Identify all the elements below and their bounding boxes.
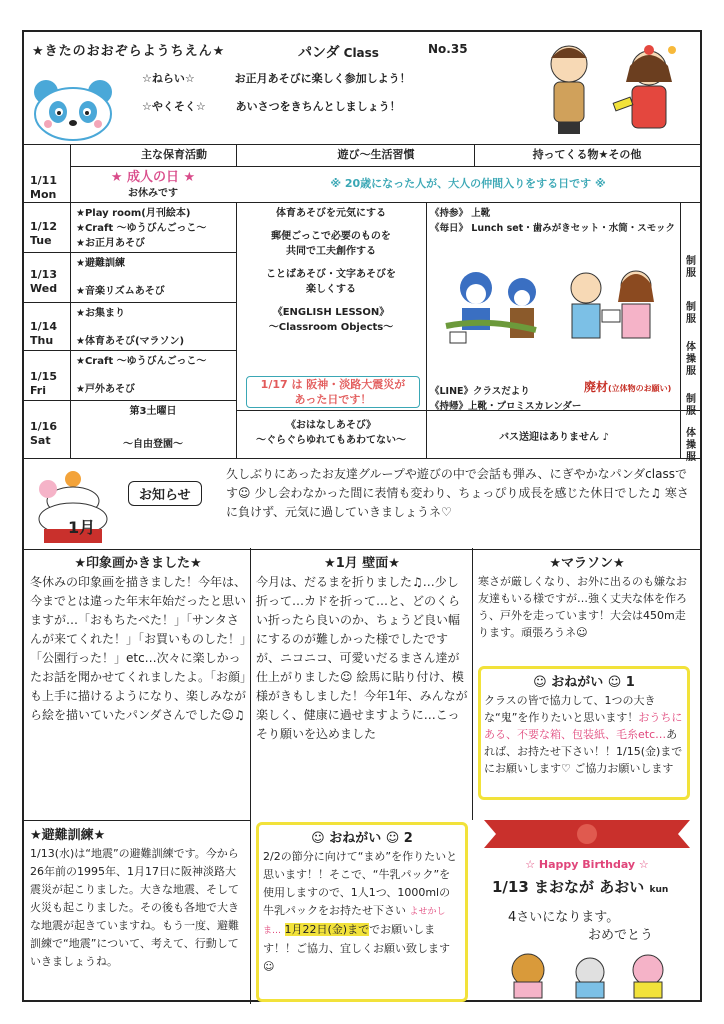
panda-icon (28, 76, 118, 142)
day-thu: 1/14 Thu (30, 320, 57, 347)
aim-text: お正月あそびに楽しく参加しよう！ (234, 72, 411, 85)
ribbon-icon (478, 814, 696, 854)
inga-title: ★印象画かきました★ (74, 556, 202, 571)
uniform-wed: 制服 (686, 302, 696, 325)
column-header-activities: 主な保育活動 (70, 144, 278, 167)
hinan-box (30, 824, 246, 971)
divider (24, 820, 250, 821)
divider (236, 202, 237, 458)
notice-label: お知らせ (128, 481, 202, 506)
class-word: Class (343, 46, 379, 60)
bring-fri: 《LINE》クラスだより 《持帰》上靴・プロミスカレンダー (430, 386, 582, 412)
marathon-text: 寒さが厳しくなり、お外に出るのも嫌なお友達もいる様ですが…強く丈夫な体を作ろう、戸外を走っています！大会は450m走ります。頑張ろうネ☺ (478, 575, 687, 639)
day-tue: 1/12 Tue (30, 220, 57, 247)
birthday-animals-illustration (498, 948, 678, 1000)
class-name (298, 42, 379, 62)
onegai2-box (256, 822, 468, 1002)
holiday-banner: ※ 20歳になった人が、大人の仲間入りをする日です ※ (330, 177, 606, 190)
hekimen-box (256, 552, 468, 744)
holiday-sub: お休みです (128, 188, 178, 199)
play-column: 体育あそびを元気にする 郵便ごっこで必要のものを 共同で工夫創作する ことばあそび・文字あそびを 楽しくする 《ENGLISH LESSON》 ～Classroom Objects～ (266, 208, 396, 333)
notice-section (24, 458, 700, 550)
divider (250, 548, 251, 1004)
divider (680, 202, 681, 458)
marathon-box (478, 552, 696, 641)
divider (24, 252, 236, 253)
divider (426, 202, 427, 458)
schedule-table (24, 144, 700, 463)
school-name: ★きたのおおぞらようちえん★ (32, 44, 226, 59)
day-fri: 1/15 Fri (30, 370, 57, 397)
uniform-thu: 体操服 (686, 342, 696, 377)
uniform-fri: 制服 (686, 394, 696, 417)
divider (24, 202, 700, 203)
issue-number: No.35 (428, 42, 468, 56)
bring-list: 《持参》 上靴 《毎日》 Lunch set・歯みがきセット・水筒・スモック (430, 208, 675, 234)
activities-sat: 第3土曜日 ～自由登園～ (123, 406, 183, 450)
activities-thu: ★お集まり ★体育あそび(マラソン) (76, 308, 185, 347)
activities-wed: ★避難訓練 ★音楽リズムあそび (76, 258, 165, 297)
birthday-box (478, 814, 696, 1000)
birthday-name: 1/13 まおなが あおい kun (492, 878, 669, 896)
hekimen-text: 今月は、だるまを折りました♫…少し折って…カドを折って…と、どのくらい折ったら良いのか、ちょうど良い幅にするのが難しかった様でしたですが、ニコニコ、可愛いだるまさん達が仕上がりました☺ 絵馬に貼り付け、模様がきもしました！今年1年、みんなが楽しく、健康に過せますように…こっそり願いを込めました (256, 575, 468, 741)
aim-line (142, 70, 411, 86)
quake-note: 1/17 は 阪神・淡路大震災が あった日です！ (246, 376, 420, 408)
activities-tue: ★Play room(月刊絵本) ★Craft ～ゆうびんごっこ～ ★お正月あそび (76, 208, 207, 249)
birthday-title: ☆ Happy Birthday ☆ (525, 858, 649, 871)
divider (236, 144, 237, 166)
header (24, 32, 700, 145)
hekimen-title: ★1月 壁面★ (324, 556, 400, 571)
inga-text: 冬休みの印象画を描きました！今年は、今までとは違った年末年始だったと思いますが…「おもちたべた！」「サンタさんが来てくれた！」「お買いものした！」「公園行った！」etc…次々に楽しかったお話を聞かせてくれましたよ。「お顔」も上手に描けるようになり、楽しみながら絵を描いていたパンダさんでした☺♫ (30, 575, 247, 722)
holiday-title: ★ 成人の日 ★ (110, 170, 196, 185)
bring-fri-hand: 廃材(立体物のお願い) (584, 380, 672, 394)
notice-text: 久しぶりにあったお友達グループや遊びの中で会話も弾み、にぎやかなパンダclassです☺ 少し会わなかった間に表情も変わり、ちょっぴり成長を感じた休日でした♫ 寒さに負けず、元気に過していきましょうネ♡ (226, 467, 689, 519)
column-header-play: 遊び～生活習慣 (278, 144, 474, 167)
hinan-title: ★避難訓練★ (30, 828, 106, 843)
divider (474, 144, 475, 166)
newsletter-page (22, 30, 702, 1002)
day-wed: 1/13 Wed (30, 268, 58, 295)
divider (70, 144, 71, 458)
onegai2-body: 2/2の節分に向けて“まめ”を作りたいと思います！！そこで、“牛乳パック”を使用しますので、1人1つ、1000mlの牛乳パックをお持たせ下さい よせかしま… 1月22日(金)まででお願いします！！ご協力、宜しくお願い致します☺ (263, 850, 458, 973)
divider (472, 548, 473, 820)
class-label: パンダ (298, 45, 340, 61)
hinan-text: 1/13(水)は“地震”の避難訓練です。今から26年前の1995年、1月17日に阪神淡路大震災が起こりました。大きな地震、そして火災も起こりました。その後も各地で大きな地震が起きていますね。もう一度、避難訓練で“地震”について、考えて、行動していきましょうね。 (30, 847, 239, 968)
onegai1-body: クラスの皆で協力して、1つの大きな“鬼”を作りたいと思います！おうちにある、不要な箱、包装紙、毛糸etc…あれば、お持たせ下さい！！1/15(金)までにお願いします♡ ご協力お願いします (484, 694, 683, 775)
onegai2-title: ☺ おねがい ☺ 2 (311, 831, 413, 846)
mail-kids-illustration (436, 248, 676, 358)
onegai1-box (478, 666, 690, 800)
column-header-bring: 持ってくる物★その他 (474, 144, 700, 167)
month-badge: 1月 (68, 518, 96, 537)
onegai1-title: ☺ おねがい ☺ 1 (533, 675, 635, 690)
divider (24, 302, 236, 303)
birthday-age: 4さいになります。 (508, 910, 620, 925)
promise-line (142, 98, 401, 114)
day-sat: 1/16 Sat (30, 420, 57, 447)
activities-fri: ★Craft ～ゆうびんごっこ～ ★戸外あそび (76, 356, 207, 395)
marathon-title: ★マラソン★ (549, 556, 625, 571)
birthday-congrats: おめでとう (588, 928, 654, 943)
uniform-tue: 制服 (686, 256, 696, 279)
divider (24, 400, 236, 401)
ohanashi: 《おはなしあそび》 ～ぐらぐらゆれてもあわてない～ (256, 420, 406, 446)
divider (24, 144, 70, 145)
new-year-kids-illustration (514, 36, 694, 140)
promise-text: あいさつをきちんとしましょう！ (235, 100, 401, 113)
inga-box (30, 552, 246, 725)
aim-key: ☆ねらい☆ (142, 72, 195, 85)
day-mon: 1/11 Mon (30, 174, 57, 201)
uniform-sat: 体操服 (686, 428, 696, 463)
promise-key: ☆やくそく☆ (142, 100, 206, 113)
divider (24, 350, 236, 351)
bus-note: バス送迎はありません ♪ (499, 432, 609, 443)
